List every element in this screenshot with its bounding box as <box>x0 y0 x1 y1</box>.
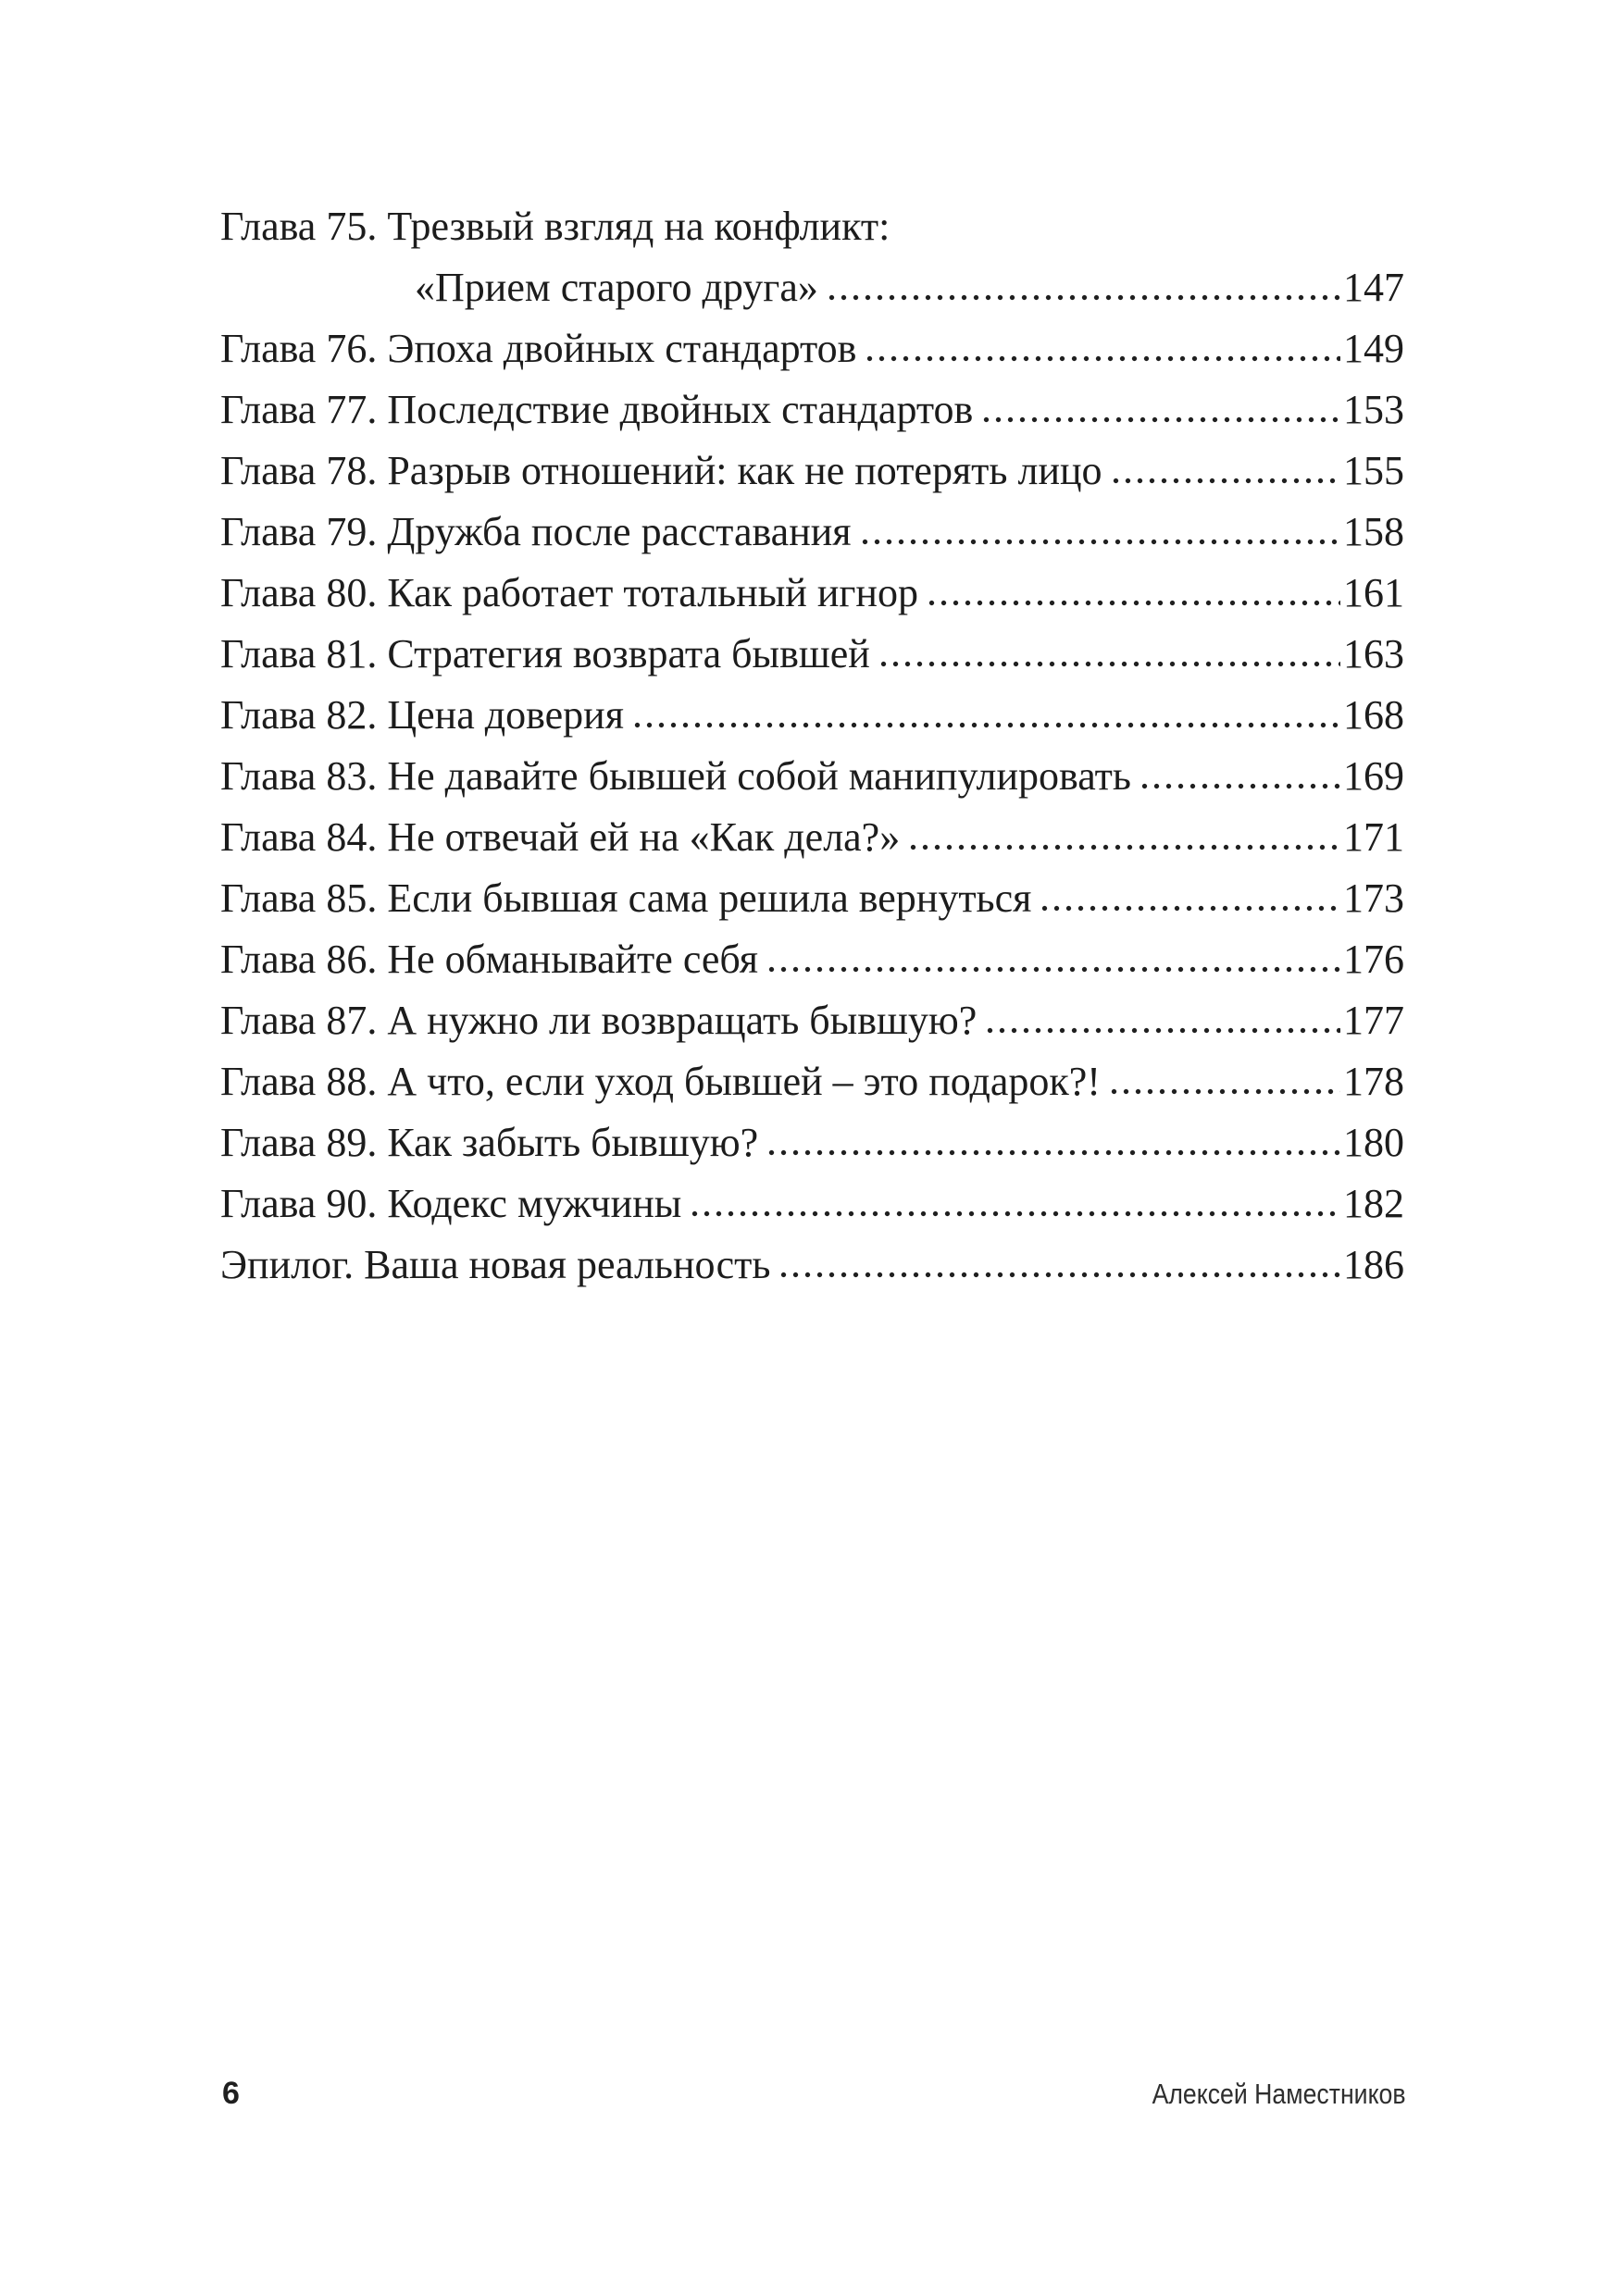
dot-leader <box>926 600 1340 606</box>
dot-leader <box>1139 783 1340 789</box>
dot-leader <box>907 844 1340 850</box>
toc-entry <box>220 685 1404 746</box>
toc-entry <box>220 379 1404 441</box>
page-footer <box>222 2076 1406 2112</box>
toc-entry-page: 177 <box>1343 998 1404 1043</box>
toc-entry <box>220 990 1404 1051</box>
toc-entry-continuation <box>220 257 1404 318</box>
toc-entry-title: Глава 89. Как забыть бывшую? <box>220 1120 759 1165</box>
dot-leader <box>1108 1088 1340 1095</box>
toc-entry-page: 149 <box>1343 326 1404 371</box>
dot-leader <box>778 1272 1340 1278</box>
toc-entry-page: 147 <box>1343 265 1404 310</box>
toc-entry-page: 163 <box>1343 631 1404 676</box>
dot-leader <box>826 294 1340 301</box>
toc-entry <box>220 563 1404 624</box>
toc-entry-title: Глава 88. А что, если уход бывшей – это подарок?! <box>220 1059 1101 1104</box>
toc-entry-page: 186 <box>1343 1242 1404 1287</box>
toc-entry <box>220 868 1404 929</box>
toc-entry <box>220 807 1404 868</box>
toc-entry-page: 169 <box>1343 753 1404 799</box>
toc-entry <box>220 624 1404 685</box>
toc-entry-title: Глава 85. Если бывшая сама решила вернуться <box>220 875 1032 921</box>
dot-leader <box>766 1149 1340 1156</box>
toc-entry-page: 158 <box>1343 509 1404 554</box>
toc-entry-page: 168 <box>1343 692 1404 738</box>
toc-entry-page: 180 <box>1343 1120 1404 1165</box>
toc-entry-title: «Прием старого друга» <box>415 265 818 310</box>
toc-entry-epilogue <box>220 1235 1404 1296</box>
dot-leader <box>766 966 1340 973</box>
toc-entry-page: 155 <box>1343 448 1404 493</box>
toc-entry <box>220 318 1404 379</box>
toc-entry-page: 178 <box>1343 1059 1404 1104</box>
toc-entry-title: Глава 78. Разрыв отношений: как не потерять лицо <box>220 448 1102 493</box>
table-of-contents <box>220 196 1404 1296</box>
toc-entry-title: Глава 87. А нужно ли возвращать бывшую? <box>220 998 978 1043</box>
dot-leader <box>1039 905 1340 912</box>
toc-entry-title: Глава 84. Не отвечай ей на «Как дела?» <box>220 814 901 860</box>
toc-entry-title: Глава 83. Не давайте бывшей собой манипулировать <box>220 753 1131 799</box>
dot-leader <box>984 1027 1340 1034</box>
toc-entry-page: 153 <box>1343 387 1404 432</box>
toc-entry-title: Глава 81. Стратегия возврата бывшей <box>220 631 870 676</box>
toc-entry-page: 173 <box>1343 875 1404 921</box>
toc-entry-page: 161 <box>1343 570 1404 615</box>
toc-entry-page: 182 <box>1343 1181 1404 1226</box>
toc-entry <box>220 1051 1404 1112</box>
toc-entry <box>220 441 1404 502</box>
toc-entry-title: Глава 86. Не обманывайте себя <box>220 937 758 982</box>
toc-entry-page: 176 <box>1343 937 1404 982</box>
toc-entry-title: Глава 75. Трезвый взгляд на конфликт: <box>220 204 890 249</box>
toc-entry <box>220 196 1404 257</box>
dot-leader <box>864 355 1340 362</box>
dot-leader <box>878 661 1340 667</box>
toc-entry-title: Эпилог. Ваша новая реальность <box>220 1242 771 1287</box>
toc-entry-title: Глава 79. Дружба после расставания <box>220 509 852 554</box>
toc-entry-title: Глава 77. Последствие двойных стандартов <box>220 387 974 432</box>
dot-leader <box>689 1210 1340 1217</box>
toc-entry <box>220 1112 1404 1173</box>
toc-entry <box>220 929 1404 990</box>
toc-entry-title: Глава 82. Цена доверия <box>220 692 624 738</box>
toc-entry-title: Глава 80. Как работает тотальный игнор <box>220 570 918 615</box>
toc-entry-title: Глава 90. Кодекс мужчины <box>220 1181 682 1226</box>
footer-page-number: 6 <box>222 2076 240 2111</box>
toc-entry <box>220 746 1404 807</box>
toc-entry <box>220 1173 1404 1235</box>
toc-entry <box>220 502 1404 563</box>
toc-entry-page: 171 <box>1343 814 1404 860</box>
dot-leader <box>980 416 1340 423</box>
footer-author-name: Алексей Наместников <box>1152 2078 1406 2110</box>
dot-leader <box>631 722 1340 728</box>
dot-leader <box>859 539 1340 545</box>
dot-leader <box>1110 478 1340 484</box>
toc-entry-title: Глава 76. Эпоха двойных стандартов <box>220 326 857 371</box>
